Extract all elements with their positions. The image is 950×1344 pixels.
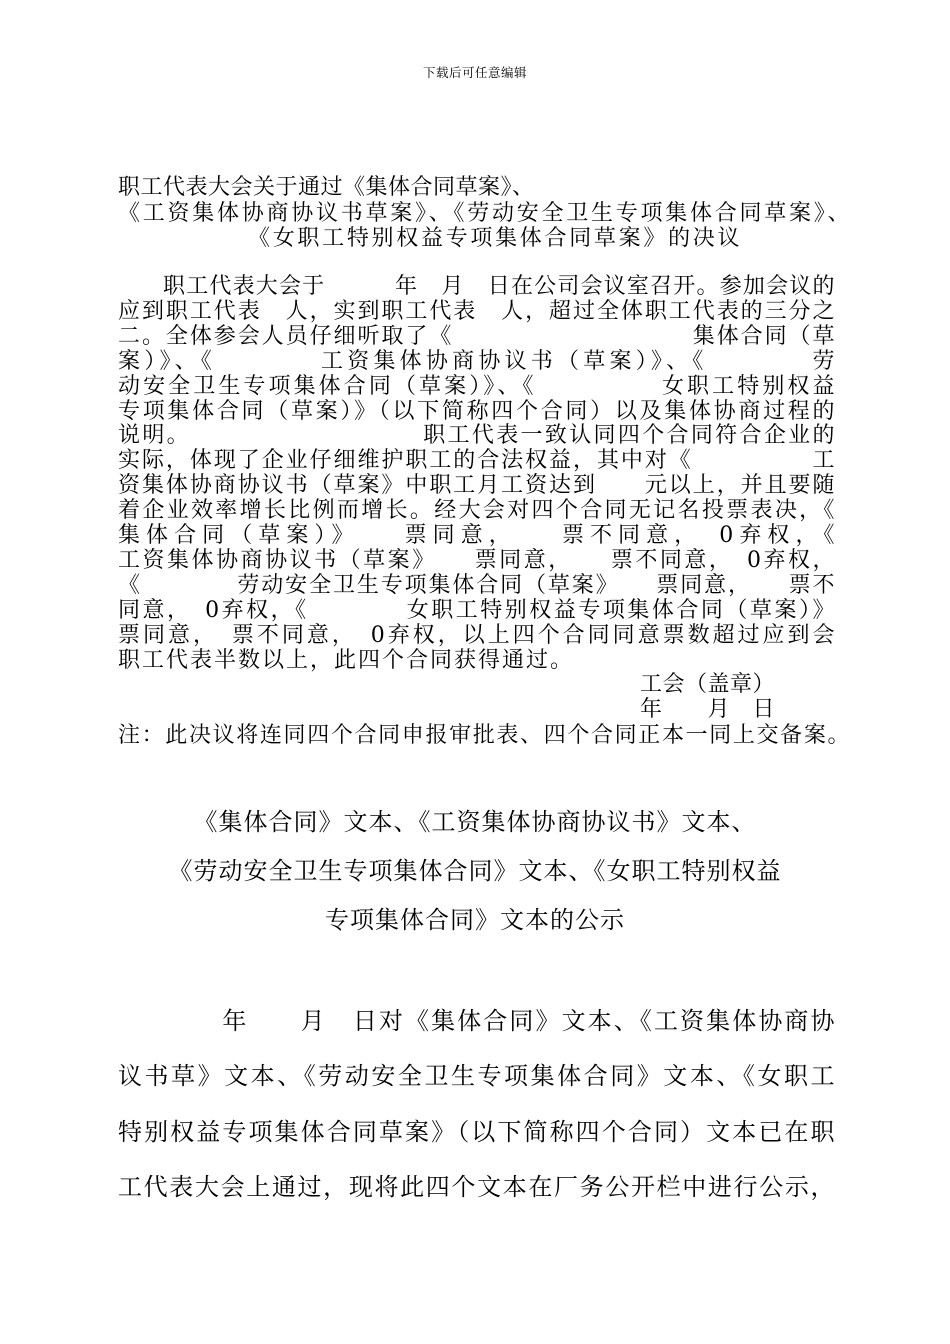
resolution-body-line: 票同意， 票不同意， 0弃权，以上四个合同同意票数超过应到会 [118,622,835,648]
publicity-body-line: 议书草》文本、《劳动安全卫生专项集体合同》文本、《女职工 [118,1062,835,1091]
resolution-title-line: 《工资集体协商协议书草案》、《劳动安全卫生专项集体合同草案》、 [118,200,850,226]
resolution-title [118,175,850,252]
resolution-body-line: 职工代表半数以上，此四个合同获得通过。 [118,647,575,673]
publicity-body-line: 工代表大会上通过，现将此四个文本在厂务公开栏中进行公示， [118,1172,835,1201]
header-note: 下载后可任意编辑 [422,65,527,80]
union-seal-label: 工会（盖章） [640,672,776,697]
resolution-body-line: 专项集体合同（草案）》（以下简称四个合同）以及集体协商过程的 [118,398,835,424]
resolution-body-line: 集体合同（草案）》 票同意， 票不同意， 0弃权，《 [118,523,835,549]
resolution-body-line: 《 劳动安全卫生专项集体合同（草案》 票同意， 票不 [118,572,835,598]
resolution-body-line: 同意， 0弃权，《 女职工特别权益专项集体合同（草案）》 [118,597,835,623]
resolution-title-line: 《女职工特别权益专项集体合同草案》的决议 [248,226,740,251]
publicity-title [0,798,950,945]
resolution-body-line: 二。全体参会人员仔细听取了《 集体合同（草 [118,323,835,349]
publicity-title-line: 专项集体合同》文本的公示 [325,905,625,934]
resolution-body-line: 着企业效率增长比例而增长。经大会对四个合同无记名投票表决，《 [118,498,835,524]
resolution-body [118,275,835,674]
signature-date: 年 月 日 [640,696,776,722]
resolution-body-line: 应到职工代表 人，实到职工代表 人，超过全体职工代表的三分之 [118,298,835,324]
resolution-body-line: 职工代表大会于 年 月 日在公司会议室召开。参加会议的 [163,274,835,299]
signature-block [640,673,840,723]
publicity-title-line: 《集体合同》文本、《工资集体协商协议书》文本、 [193,807,757,836]
resolution-body-line: 动安全卫生专项集体合同（草案）》、《 女职工特别权益 [118,373,835,399]
resolution-body-line: 工资集体协商协议书（草案》 票同意， 票不同意， 0弃权， [118,547,835,573]
resolution-note: 注：此决议将连同四个合同申报审批表、四个合同正本一同上交备案。 [118,722,850,748]
resolution-body-line: 案）》、《 工资集体协商协议书（草案）》、《 劳 [118,348,835,374]
resolution-body-line: 实际，体现了企业仔细维护职工的合法权益，其中对《 工 [118,448,835,474]
resolution-body-line: 说明。 职工代表一致认同四个合同符合企业的 [118,423,835,449]
resolution-body-line: 资集体协商协议书（草案》中职工月工资达到 元以上，并且要随 [118,473,835,499]
publicity-title-line: 《劳动安全卫生专项集体合同》文本、《女职工特别权益 [168,856,782,885]
resolution-title-line: 职工代表大会关于通过《集体合同草案》、 [118,175,535,200]
publicity-body-line: 年 月 日对《集体合同》文本、《工资集体协商协 [118,1007,835,1035]
publicity-body-line: 特别权益专项集体合同草案》（以下简称四个合同）文本已在职 [118,1117,835,1146]
publicity-body [118,994,835,1215]
